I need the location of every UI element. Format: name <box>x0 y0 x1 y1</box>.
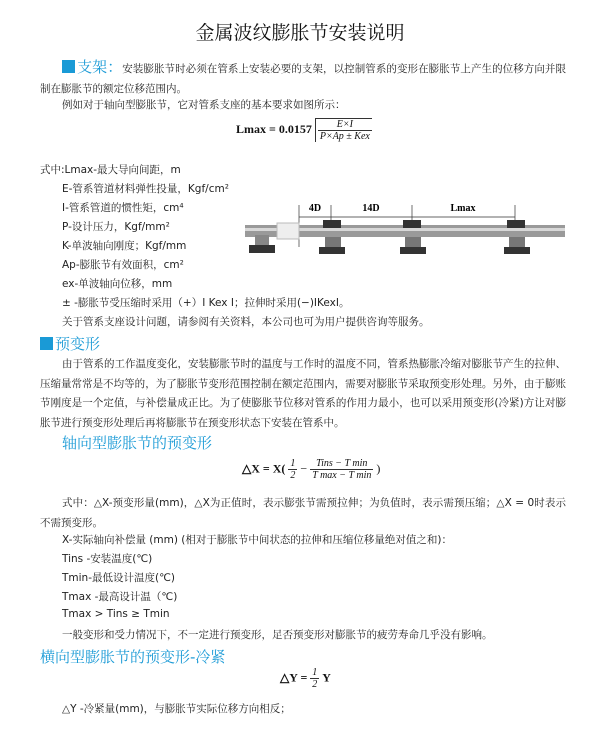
diagram-label-14d: 14D <box>362 203 380 214</box>
minus: − <box>300 461 308 476</box>
def-delta-y: △Y -冷紧量(mm)，与膨胀节实际位移方向相反； <box>62 703 291 715</box>
formula-rhs: Y <box>322 670 331 685</box>
def-ex: ex-单波轴向位移，mm <box>62 278 173 290</box>
general-note: 一般变形和受力情况下，不一定进行预变形，足否预变形对膨胀节的疲劳寿命几乎没有影响。 <box>62 629 493 641</box>
predeform-paragraph: 由于管系的工作温度变化，安装膨胀节时的温度与工作时的温度不同，管系热膨胀冷缩对膨胀节产生的拉伸、压缩量常常是不均等的，为了膨胀节变形范围控制在额定范围内，需要对膨胀节采取预变形处理。另外，由于膨账节刚度是一个定值，与补偿量成正比。为了使膨胀节位移对管系的作用力最小，也可以采用预变形(冷紧)方让对膨胀节进行预变形处理后再将膨胀节在预变形状态下安装在管系中。 <box>40 358 566 429</box>
lmax-formula <box>236 118 372 142</box>
formula-lhs: △X = X( <box>242 461 286 476</box>
bellows-icon <box>277 223 299 239</box>
def-p: P-设计压力，Kgf/mm² <box>62 221 170 233</box>
def-tins: Tins -安装温度(℃) <box>62 553 153 565</box>
temp-denominator: T max − T min <box>312 470 372 481</box>
formula-lhs: △Y = <box>280 670 308 685</box>
diagram-label-4d: 4D <box>308 203 322 214</box>
temp-relation: Tmax > Tins ≥ Tmin <box>62 608 170 620</box>
support-note: 关于管系支座设计问题，请参阅有关资料，本公司也可为用户提供咨询等服务。 <box>62 316 430 328</box>
square-bullet-icon <box>62 60 75 73</box>
page-title: 金属波纹膨胀节安装说明 <box>195 22 405 44</box>
formula-denominator: P×Ap ± Kex <box>319 131 370 142</box>
def-lmax: 式中:Lmax-最大导向间距，m <box>40 164 181 176</box>
axial-heading: 轴向型膨胀节的预变形 <box>62 434 213 452</box>
def-x: X-实际轴向补偿量 (mm) (相对于膨胀节中间状态的拉伸和压缩位移量绝对值之和)： <box>62 534 452 546</box>
lateral-heading: 横向型膨胀节的预变形-冷紧 <box>40 648 226 666</box>
half-num: 1 <box>290 458 296 469</box>
half-num: 1 <box>312 667 318 678</box>
axial-formula <box>242 458 380 481</box>
def-i: I-管系管道的惯性矩，cm⁴ <box>62 202 184 214</box>
support-intro <box>40 58 566 99</box>
def-e: E-管系管道材料弹性投量，Kgf/cm² <box>62 183 229 195</box>
support-example: 例如对于轴向型膨胀节，它对管系支座的基本要求如图所示： <box>62 99 346 111</box>
def-tmin: Tmin-最低设计温度(℃) <box>62 572 175 584</box>
temp-numerator: Tins − T min <box>310 458 373 470</box>
half-den: 2 <box>312 679 318 690</box>
support-intro-text: 安装膨胀节时必须在管系上安装必要的支架，以控制管系的变形在膨胀节上产生的位移方向并限制在膨胀节的额定位移范围内。 <box>40 63 566 95</box>
lateral-formula <box>280 667 331 690</box>
support-heading: 支架： <box>77 58 123 76</box>
formula-lhs: Lmax = 0.0157 <box>236 121 312 136</box>
def-sign: ± -膨胀节受压缩时采用（+）I Kex I；拉伸时采用(−)IKexI。 <box>62 297 350 309</box>
formula-numerator: E×I <box>318 119 372 131</box>
axial-note: 式中：△X-预变形量(mm)，△X为正值时，表示膨张节需预拉伸；为负值时，表示需预压缩；△X = 0时表示不需预变形。 <box>40 497 566 529</box>
def-tmax: Tmax -最高设计温（℃) <box>62 591 178 603</box>
support-diagram <box>245 195 565 275</box>
def-ap: Ap-膨胀节有效面积，cm² <box>62 259 184 271</box>
half-den: 2 <box>290 470 296 481</box>
square-bullet-icon <box>40 337 53 350</box>
diagram-label-lmax: Lmax <box>450 203 476 214</box>
formula-rhs: ) <box>376 461 381 476</box>
predeform-heading-row <box>40 333 100 354</box>
predeform-heading: 预变形 <box>55 335 101 353</box>
def-k: K-单波轴向刚度；Kgf/mm <box>62 240 187 252</box>
